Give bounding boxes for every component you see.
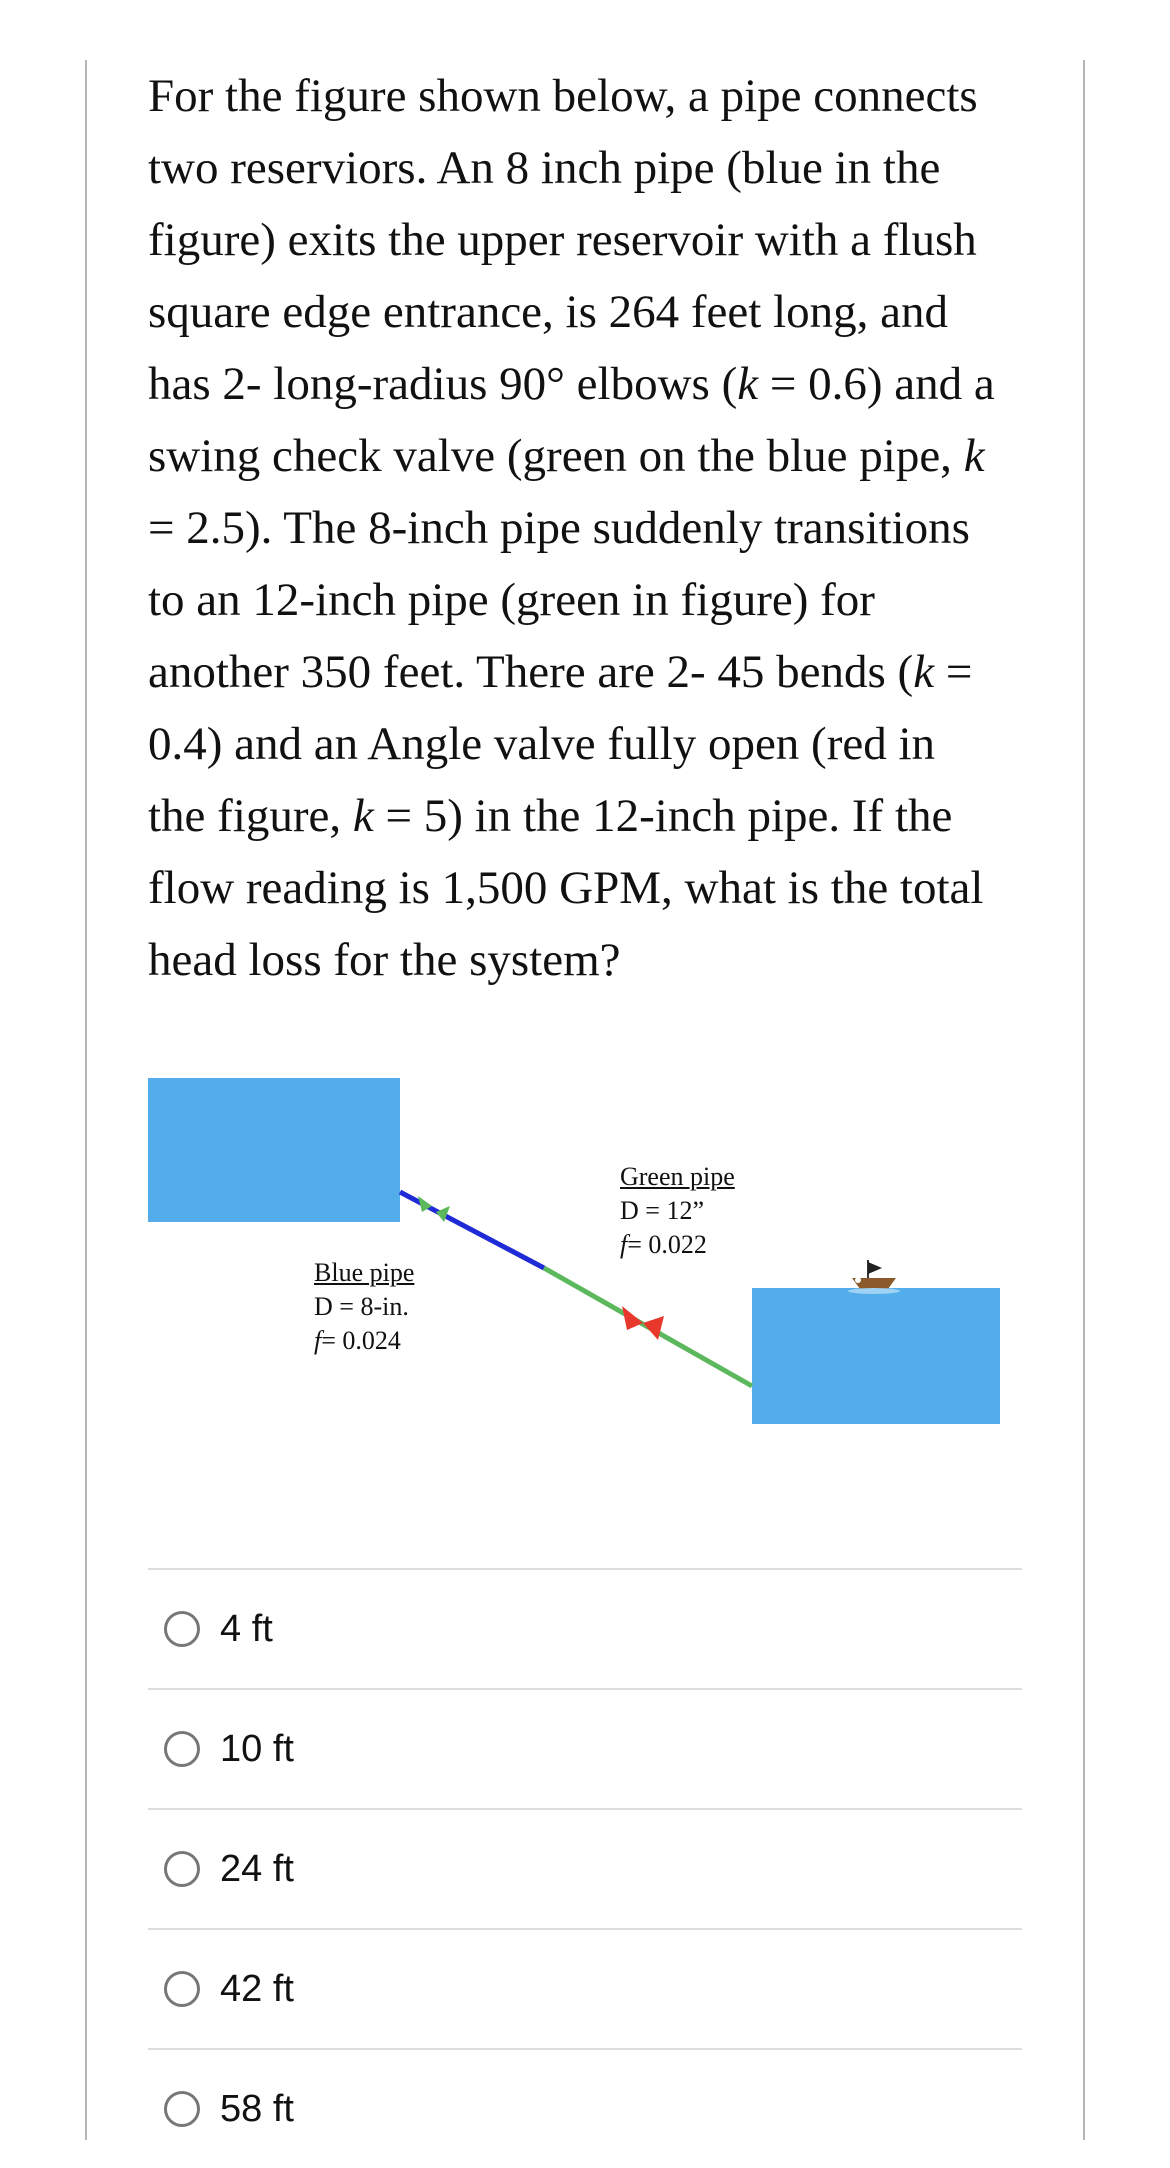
green-pipe-label: [620, 1160, 735, 1262]
answer-label: 24 ft: [220, 1847, 294, 1890]
answer-label: 42 ft: [220, 1967, 294, 2010]
answer-option[interactable]: [148, 2048, 1022, 2168]
radio-button[interactable]: [164, 1971, 200, 2007]
question-line: 0.4) and an Angle valve fully open (red in: [148, 718, 936, 770]
question-line: head loss for the system?: [148, 934, 621, 986]
angle-valve-icon: [622, 1306, 664, 1340]
question-line: has 2- long-radius 90° elbows (k = 0.6) and a: [148, 358, 995, 410]
lower-reservoir: [752, 1288, 1000, 1424]
question-line: = 2.5). The 8-inch pipe suddenly transitions: [148, 502, 970, 554]
green-pipe-title: Green pipe: [620, 1162, 735, 1191]
blue-pipe-diameter: D = 8-in.: [314, 1292, 409, 1321]
question-line: square edge entrance, is 264 feet long, and: [148, 286, 948, 338]
answer-label: 10 ft: [220, 1727, 294, 1770]
upper-reservoir: [148, 1078, 400, 1222]
radio-button[interactable]: [164, 2091, 200, 2127]
pipe-system-figure: [0, 1000, 1170, 1460]
answer-label: 58 ft: [220, 2087, 294, 2130]
boat-icon: [848, 1260, 900, 1294]
blue-pipe-title: Blue pipe: [314, 1258, 415, 1287]
green-pipe-friction: f= 0.022: [620, 1230, 707, 1259]
question-line: the figure, k = 5) in the 12-inch pipe. If the: [148, 790, 953, 842]
question-line: to an 12-inch pipe (green in figure) for: [148, 574, 875, 626]
answer-option[interactable]: [148, 1928, 1022, 2048]
question-line: For the figure shown below, a pipe connects: [148, 70, 978, 122]
question-line: flow reading is 1,500 GPM, what is the total: [148, 862, 984, 914]
green-pipe-diameter: D = 12”: [620, 1196, 704, 1225]
radio-button[interactable]: [164, 1611, 200, 1647]
blue-pipe-label: [314, 1256, 414, 1358]
pipe-diagram: [0, 1000, 1170, 1460]
question-line: two reserviors. An 8 inch pipe (blue in the: [148, 142, 941, 194]
answer-option[interactable]: [148, 1568, 1022, 1688]
question-text: [148, 60, 1028, 996]
question-line: figure) exits the upper reservoir with a flush: [148, 214, 977, 266]
question-line: another 350 feet. There are 2- 45 bends (k =: [148, 646, 973, 698]
answer-choices: [148, 1568, 1022, 2168]
answer-label: 4 ft: [220, 1607, 273, 1650]
answer-option[interactable]: [148, 1688, 1022, 1808]
radio-button[interactable]: [164, 1731, 200, 1767]
question-line: swing check valve (green on the blue pipe, k: [148, 430, 985, 482]
blue-pipe-friction: f= 0.024: [314, 1326, 401, 1355]
radio-button[interactable]: [164, 1851, 200, 1887]
answer-option[interactable]: [148, 1808, 1022, 1928]
